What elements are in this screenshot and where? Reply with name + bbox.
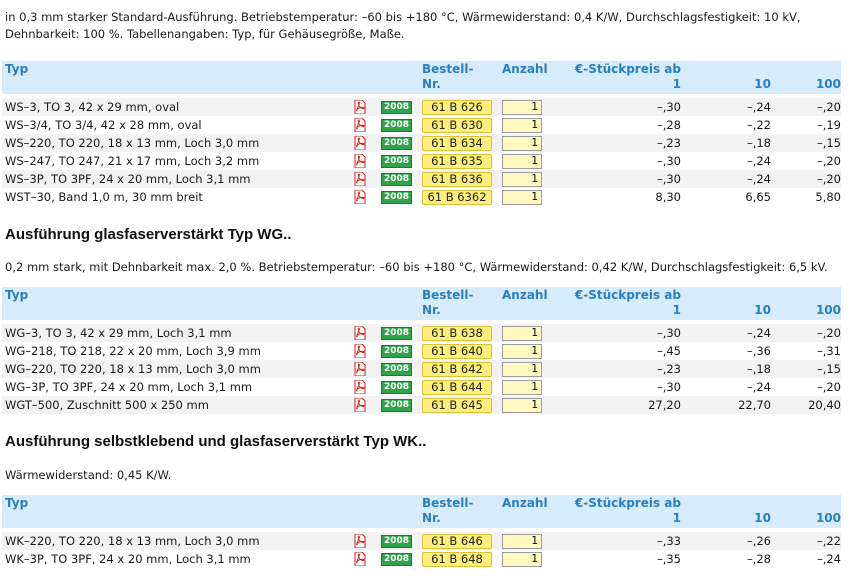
table-row [2, 396, 841, 414]
col-qty-1: 1 [672, 77, 681, 91]
pdf-icon[interactable] [354, 118, 366, 132]
table-row [2, 134, 841, 152]
order-number-button[interactable]: 61 B 634 [422, 136, 492, 151]
price-qty-10: –,18 [681, 360, 771, 378]
col-anzahl: Anzahl [502, 495, 566, 528]
row-description: WS–3, TO 3, 42 x 29 mm, oval [2, 98, 352, 116]
quantity-input[interactable] [502, 172, 542, 187]
table-row [2, 116, 841, 134]
price-qty-1: –,30 [656, 154, 681, 168]
order-number-button[interactable]: 61 B 6362 [422, 190, 492, 205]
col-bestell [422, 287, 502, 320]
year-badge[interactable]: 2008 [381, 101, 412, 114]
price-qty-100: –,20 [771, 324, 841, 342]
price-qty-1: –,30 [566, 324, 681, 342]
col-qty-10-label: 10 [754, 77, 771, 91]
price-qty-10: –,18 [681, 134, 771, 152]
row-description: WS–220, TO 220, 18 x 13 mm, Loch 3,0 mm [2, 134, 352, 152]
table-header [2, 495, 841, 528]
quantity-input[interactable] [502, 154, 542, 169]
pdf-icon[interactable] [354, 190, 366, 204]
pdf-icon[interactable] [354, 534, 366, 548]
year-badge[interactable]: 2008 [381, 535, 412, 548]
section-2-intro: 0,2 mm stark, mit Dehnbarkeit max. 2,0 %. Betriebstemperatur: –60 bis +180 °C, Wärmewiderstand: 0,42 K/W, Durchschlagsfestigkeit: 6,5 kV. [5, 260, 828, 274]
quantity-input[interactable] [502, 552, 542, 567]
quantity-input[interactable] [502, 534, 542, 549]
row-description: WG–3P, TO 3PF, 24 x 20 mm, Loch 3,1 mm [5, 380, 253, 394]
col-price [566, 495, 681, 528]
price-qty-10: –,28 [746, 552, 771, 566]
col-qty-100-label: 100 [815, 511, 841, 525]
pdf-icon[interactable] [354, 326, 366, 340]
quantity-input[interactable] [502, 326, 542, 341]
col-bestell-line1: Bestell- [422, 62, 474, 76]
section-2-title: Ausführung glasfaserverstärkt Typ WG.. [5, 226, 292, 243]
row-description: WS–3P, TO 3PF, 24 x 20 mm, Loch 3,1 mm [2, 170, 352, 188]
price-qty-10: –,24 [746, 154, 771, 168]
pdf-icon[interactable] [354, 398, 366, 412]
row-description: WG–218, TO 218, 22 x 20 mm, Loch 3,9 mm [5, 344, 261, 358]
col-bestell-line2: Nr. [422, 303, 441, 317]
row-description: WK–220, TO 220, 18 x 13 mm, Loch 3,0 mm [2, 532, 352, 550]
price-qty-100: –,20 [771, 98, 841, 116]
year-badge[interactable]: 2008 [381, 327, 412, 340]
col-anzahl: Anzahl [502, 61, 566, 94]
quantity-input[interactable] [502, 136, 542, 151]
col-bestell-line2: Nr. [422, 511, 441, 525]
col-bestell-line1: Bestell- [422, 496, 474, 510]
year-badge[interactable]: 2008 [381, 345, 412, 358]
price-qty-10: –,22 [746, 118, 771, 132]
price-qty-1: –,35 [656, 552, 681, 566]
quantity-input[interactable] [502, 100, 542, 115]
section-1-table [2, 61, 841, 206]
year-badge[interactable]: 2008 [381, 155, 412, 168]
price-qty-1: –,45 [656, 344, 681, 358]
col-price [566, 61, 681, 94]
quantity-input[interactable] [502, 190, 542, 205]
price-qty-100: 20,40 [771, 396, 841, 414]
price-qty-100: –,22 [771, 532, 841, 550]
col-qty-10-label: 10 [754, 303, 771, 317]
order-number-button[interactable]: 61 B 640 [422, 344, 492, 359]
table-row [2, 152, 841, 170]
section-1-intro: in 0,3 mm starker Standard-Ausführung. Betriebstemperatur: –60 bis +180 °C, Wärmewiderstand: 0,4 K/W, Durchschlagsfestigkeit: 10 kV, Dehnbarkeit: 100 %. Tabellenangaben: Typ, für Gehäusegröße, Maße. [5, 10, 801, 41]
quantity-input[interactable] [502, 344, 542, 359]
table-row [2, 188, 841, 206]
price-qty-100: –,20 [816, 380, 841, 394]
pdf-icon[interactable] [354, 154, 366, 168]
col-bestell [422, 61, 502, 94]
table-row [2, 360, 841, 378]
price-qty-10: –,24 [746, 380, 771, 394]
quantity-input[interactable] [502, 118, 542, 133]
col-qty-1: 1 [672, 303, 681, 317]
table-row [2, 550, 841, 568]
pdf-icon[interactable] [354, 136, 366, 150]
table-header [2, 287, 841, 320]
section-3-table [2, 495, 841, 568]
order-number-button[interactable]: 61 B 645 [422, 398, 492, 413]
row-description: WS–3/4, TO 3/4, 42 x 28 mm, oval [5, 118, 202, 132]
year-badge[interactable]: 2008 [381, 137, 412, 150]
price-qty-1: –,30 [656, 380, 681, 394]
year-badge[interactable]: 2008 [381, 399, 412, 412]
col-qty-100-label: 100 [815, 77, 841, 91]
row-description: WGT–500, Zuschnitt 500 x 250 mm [2, 396, 352, 414]
table-row [2, 378, 841, 396]
pdf-icon[interactable] [354, 172, 366, 186]
table-header [2, 61, 841, 94]
col-typ: Typ [2, 61, 352, 94]
col-bestell-line2: Nr. [422, 77, 441, 91]
year-badge[interactable]: 2008 [381, 191, 412, 204]
price-qty-100: –,31 [816, 344, 841, 358]
table-row [2, 170, 841, 188]
col-qty-1: 1 [672, 511, 681, 525]
price-qty-10: –,24 [681, 324, 771, 342]
price-qty-1: –,30 [566, 170, 681, 188]
year-badge[interactable]: 2008 [381, 173, 412, 186]
price-qty-10: 6,65 [745, 190, 771, 204]
col-bestell [422, 495, 502, 528]
col-qty-10 [681, 495, 771, 528]
year-badge[interactable]: 2008 [381, 363, 412, 376]
price-qty-100: –,20 [771, 170, 841, 188]
price-qty-1: –,33 [566, 532, 681, 550]
pdf-icon[interactable] [354, 362, 366, 376]
quantity-input[interactable] [502, 398, 542, 413]
price-qty-1: 8,30 [655, 190, 681, 204]
price-qty-10: –,24 [681, 98, 771, 116]
table-row [2, 342, 841, 360]
order-number-button[interactable]: 61 B 646 [422, 534, 492, 549]
order-number-button[interactable]: 61 B 630 [422, 118, 492, 133]
col-bestell-line1: Bestell- [422, 288, 474, 302]
order-number-button[interactable]: 61 B 648 [422, 552, 492, 567]
order-number-button[interactable]: 61 B 635 [422, 154, 492, 169]
table-row [2, 98, 841, 116]
col-qty-10-label: 10 [754, 511, 771, 525]
table-row [2, 324, 841, 342]
row-description: WK–3P, TO 3PF, 24 x 20 mm, Loch 3,1 mm [5, 552, 251, 566]
col-price-label: €-Stückpreis ab [574, 496, 681, 510]
pdf-icon[interactable] [354, 552, 366, 566]
col-anzahl: Anzahl [502, 287, 566, 320]
price-qty-100: 5,80 [815, 190, 841, 204]
price-qty-1: –,30 [566, 98, 681, 116]
row-description: WS–247, TO 247, 21 x 17 mm, Loch 3,2 mm [5, 154, 260, 168]
price-qty-10: –,36 [746, 344, 771, 358]
table-row [2, 532, 841, 550]
year-badge[interactable]: 2008 [381, 553, 412, 566]
order-number-button[interactable]: 61 B 642 [422, 362, 492, 377]
col-qty-100 [771, 287, 841, 320]
price-qty-100: –,19 [816, 118, 841, 132]
price-qty-1: –,28 [656, 118, 681, 132]
price-qty-100: –,15 [771, 360, 841, 378]
price-qty-10: 22,70 [681, 396, 771, 414]
order-number-button[interactable]: 61 B 638 [422, 326, 492, 341]
pdf-icon[interactable] [354, 100, 366, 114]
price-qty-10: –,24 [681, 170, 771, 188]
year-badge[interactable]: 2008 [381, 381, 412, 394]
pdf-icon[interactable] [354, 380, 366, 394]
price-qty-10: –,26 [681, 532, 771, 550]
col-qty-100 [771, 495, 841, 528]
row-description: WG–3, TO 3, 42 x 29 mm, Loch 3,1 mm [2, 324, 352, 342]
price-qty-1: 27,20 [566, 396, 681, 414]
quantity-input[interactable] [502, 380, 542, 395]
col-qty-100 [771, 61, 841, 94]
section-2-table [2, 287, 841, 414]
order-number-button[interactable]: 61 B 636 [422, 172, 492, 187]
col-price-label: €-Stückpreis ab [574, 288, 681, 302]
col-price-label: €-Stückpreis ab [574, 62, 681, 76]
row-description: WST–30, Band 1,0 m, 30 mm breit [5, 190, 203, 204]
row-description: WG–220, TO 220, 18 x 13 mm, Loch 3,0 mm [2, 360, 352, 378]
col-price [566, 287, 681, 320]
col-qty-100-label: 100 [815, 303, 841, 317]
price-qty-1: –,23 [566, 360, 681, 378]
order-number-button[interactable]: 61 B 644 [422, 380, 492, 395]
col-qty-10 [681, 61, 771, 94]
col-qty-10 [681, 287, 771, 320]
quantity-input[interactable] [502, 362, 542, 377]
price-qty-100: –,24 [816, 552, 841, 566]
col-typ: Typ [2, 287, 352, 320]
pdf-icon[interactable] [354, 344, 366, 358]
price-qty-100: –,20 [816, 154, 841, 168]
price-qty-100: –,15 [771, 134, 841, 152]
year-badge[interactable]: 2008 [381, 119, 412, 132]
section-3-intro: Wärmewiderstand: 0,45 K/W. [5, 468, 172, 482]
price-qty-1: –,23 [566, 134, 681, 152]
col-typ: Typ [2, 495, 352, 528]
section-3-title: Ausführung selbstklebend und glasfaserverstärkt Typ WK.. [5, 433, 427, 450]
order-number-button[interactable]: 61 B 626 [422, 100, 492, 115]
